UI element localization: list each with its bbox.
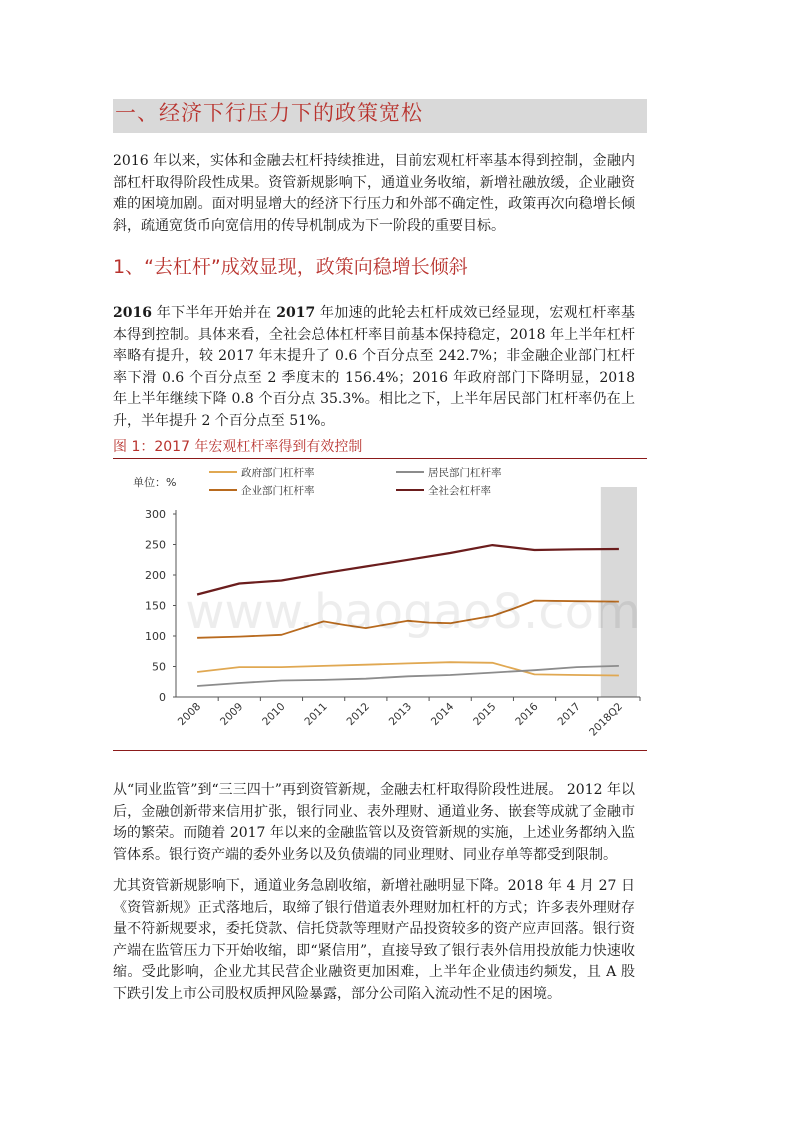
x-tick-label: 2008 <box>175 700 204 729</box>
series-line <box>197 666 619 686</box>
intro-paragraph: 2016 年以来，实体和金融去杠杆持续推进，目前宏观杠杆率基本得到控制，金融内部杠杆取得阶段性成果。资管新规影响下，通道业务收缩，新增社融放缓，企业融资难的困境加剧。面对明显增大的经济下行压力和外部不确定性，政策再次向稳增长倾斜，疏通宽货币向宽信用的传导机制成为下一阶段的重要目标。 <box>113 153 635 234</box>
x-tick-label: 2018Q2 <box>587 700 626 739</box>
x-tick-label: 2014 <box>428 700 457 729</box>
legend-label: 居民部门杠杆率 <box>428 467 502 479</box>
figure-top-rule <box>113 458 647 459</box>
y-tick-label: 100 <box>145 630 166 643</box>
y-tick-label: 300 <box>145 508 166 521</box>
paragraph-asset-mgmt: 尤其资管新规影响下，通道业务急剧收缩，新增社融明显下降。2018 年 4 月 27 日《资管新规》正式落地后，取缔了银行借道表外理财加杠杆的方式；许多表外理财存量不符新规要求，委托贷款、信托贷款等理财产品投资较多的资产应声回落。银行资产端在监管压力下开始收缩，即“紧信用”，直接导致了银行表外信用投放能力快速收缩。受此影响，企业尤其民营企业融资更加困难，上半年企业债违约频发，且 A 股下跌引发上市公司股权质押风险暴露，部分公司陷入流动性不足的困境。 <box>113 878 635 1002</box>
x-tick-label: 2012 <box>344 700 372 729</box>
legend-label: 政府部门杠杆率 <box>241 467 315 479</box>
unit-label: 单位：% <box>133 476 177 489</box>
x-tick-label: 2016 <box>513 700 541 729</box>
y-tick-label: 200 <box>145 569 166 582</box>
watermark: www.baogao8.com <box>185 584 641 640</box>
legend-label: 全社会杠杆率 <box>428 485 491 497</box>
x-tick-label: 2011 <box>302 700 330 729</box>
bold-year-2016: 2016 <box>113 305 152 321</box>
y-tick-label: 150 <box>145 599 166 613</box>
section-title: 一、经济下行压力下的政策宽松 <box>115 101 423 125</box>
y-tick-label: 250 <box>145 538 166 552</box>
y-tick-label: 0 <box>159 691 166 704</box>
leverage-line-chart <box>113 460 647 750</box>
x-tick-label: 2009 <box>218 700 246 729</box>
para1-text-a: 年下半年开始并在 <box>151 305 277 321</box>
bold-year-2017: 2017 <box>276 305 316 321</box>
para1-text-b: 年加速的此轮去杠杆成效已经显现，宏观杠杆率基本得到控制。具体来看，全社会总体杠杆率目前基本保持稳定，2018 年上半年杠杆率略有提升，较 2017 年末提升了 0.6 个百分点至 242.7%；非金融企业部门杠杆率下滑 0.6 个百分点至 2 季度末的 156.4%；2016 年政府部门下降明显，2018 年上半年继续下降 0.8 个百分点 35.3%。相比之下，上半年居民部门杠杆率仍在上升，半年提升 2 个百分点至 51%。 <box>113 305 635 429</box>
subsection-title: 1、“去杠杆”成效显现，政策向稳增长倾斜 <box>113 256 468 278</box>
x-tick-label: 2017 <box>555 700 583 729</box>
x-tick-label: 2010 <box>260 700 288 729</box>
paragraph-interbank: 从“同业监管”到“三三四十”再到资管新规，金融去杠杆取得阶段性进展。 2012 年以后，金融创新带来信用扩张，银行同业、表外理财、通道业务、嵌套等成就了金融市场的繁荣。而随着 2017 年以来的金融监管以及资管新规的实施，上述业务都纳入监管体系。银行资产端的委外业务以及负债端的同业理财、同业存单等都受到限制。 <box>113 782 635 863</box>
legend-label: 企业部门杠杆率 <box>241 485 315 497</box>
x-tick-label: 2013 <box>386 700 415 729</box>
paragraph-leverage <box>113 303 635 432</box>
figure-bottom-rule <box>113 750 647 751</box>
figure-title: 图 1：2017 年宏观杠杆率得到有效控制 <box>113 439 363 455</box>
x-tick-label: 2015 <box>471 700 499 729</box>
y-tick-label: 50 <box>152 660 166 674</box>
